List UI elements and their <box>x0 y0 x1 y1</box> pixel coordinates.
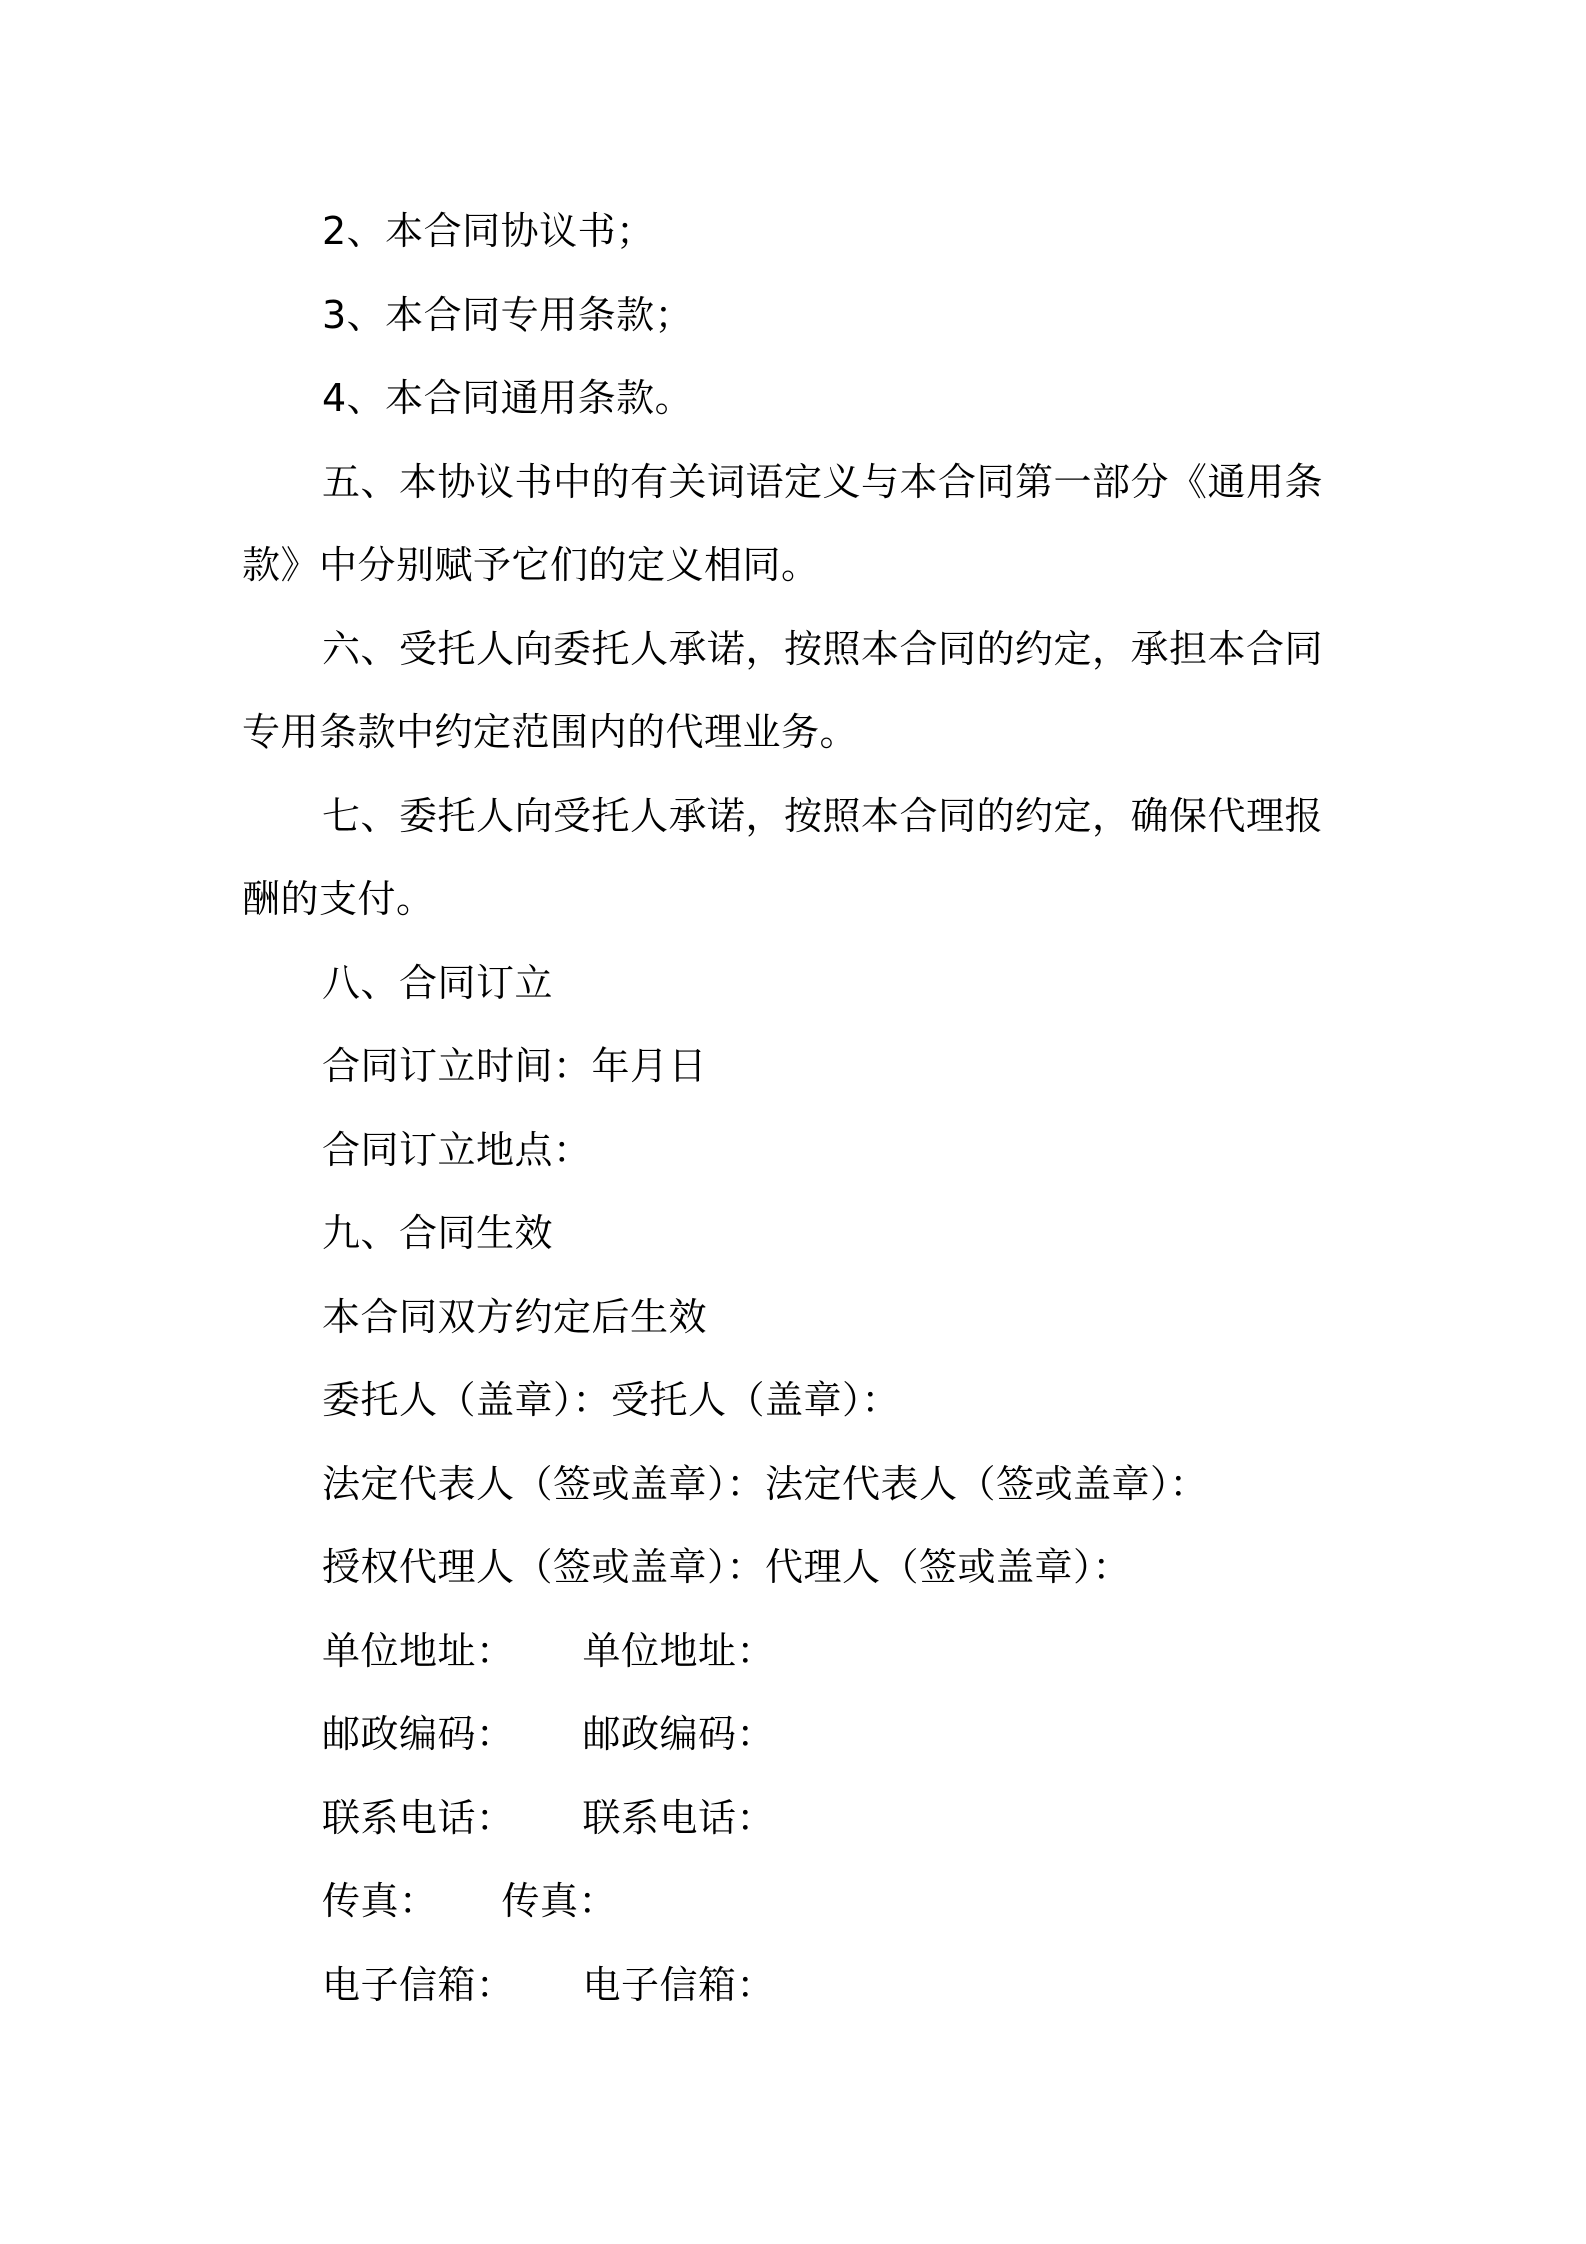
email-label-right: 电子信箱： <box>582 1962 776 2007</box>
clause-seven-line-2: 酬的支付。 <box>242 877 435 921</box>
list-item-4: 4、本合同通用条款。 <box>322 376 694 420</box>
email-row <box>242 1944 1358 2028</box>
phone-label-right: 联系电话： <box>582 1795 776 1840</box>
fax-label-right: 传真： <box>501 1879 618 1923</box>
clause-six-line-2: 专用条款中约定范围内的代理业务。 <box>242 710 859 754</box>
legal-representatives: 法定代表人（签或盖章）：法定代表人（签或盖章）： <box>322 1461 1209 1506</box>
section-effectiveness-heading: 九、合同生效 <box>322 1211 554 1255</box>
address-label-right: 单位地址： <box>582 1628 776 1673</box>
address-row <box>242 1610 1358 1694</box>
address-label-left: 单位地址： <box>322 1628 515 1673</box>
clause-five-line-2: 款》中分别赋予它们的定义相同。 <box>242 543 820 587</box>
section-contract-signing-heading: 八、合同订立 <box>322 960 554 1005</box>
postcode-label-right: 邮政编码： <box>582 1712 776 1756</box>
party-seals: 委托人（盖章）：受托人（盖章）： <box>322 1378 901 1422</box>
email-label-left: 电子信箱： <box>322 1962 515 2007</box>
phone-label-left: 联系电话： <box>322 1795 515 1840</box>
effectiveness-text: 本合同双方约定后生效 <box>322 1294 708 1339</box>
postcode-row <box>242 1693 1358 1777</box>
clause-seven-line-1: 七、委托人向受托人承诺，按照本合同的约定，确保代理报 <box>322 793 1324 838</box>
clause-six-line-1: 六、受托人向委托人承诺，按照本合同的约定，承担本合同 <box>322 626 1324 671</box>
authorized-agents: 授权代理人（签或盖章）：代理人（签或盖章）： <box>322 1545 1132 1589</box>
signing-place: 合同订立地点： <box>322 1127 592 1172</box>
fax-label-left: 传真： <box>322 1879 438 1923</box>
document-body <box>242 190 1358 2027</box>
fax-row <box>242 1860 1358 1944</box>
phone-row <box>242 1777 1358 1861</box>
list-item-2: 2、本合同协议书； <box>322 209 655 253</box>
postcode-label-left: 邮政编码： <box>322 1712 515 1756</box>
clause-five-line-1: 五、本协议书中的有关词语定义与本合同第一部分《通用条 <box>322 459 1324 504</box>
signing-time: 合同订立时间：年月日 <box>322 1044 708 1088</box>
list-item-3: 3、本合同专用条款； <box>322 292 694 337</box>
